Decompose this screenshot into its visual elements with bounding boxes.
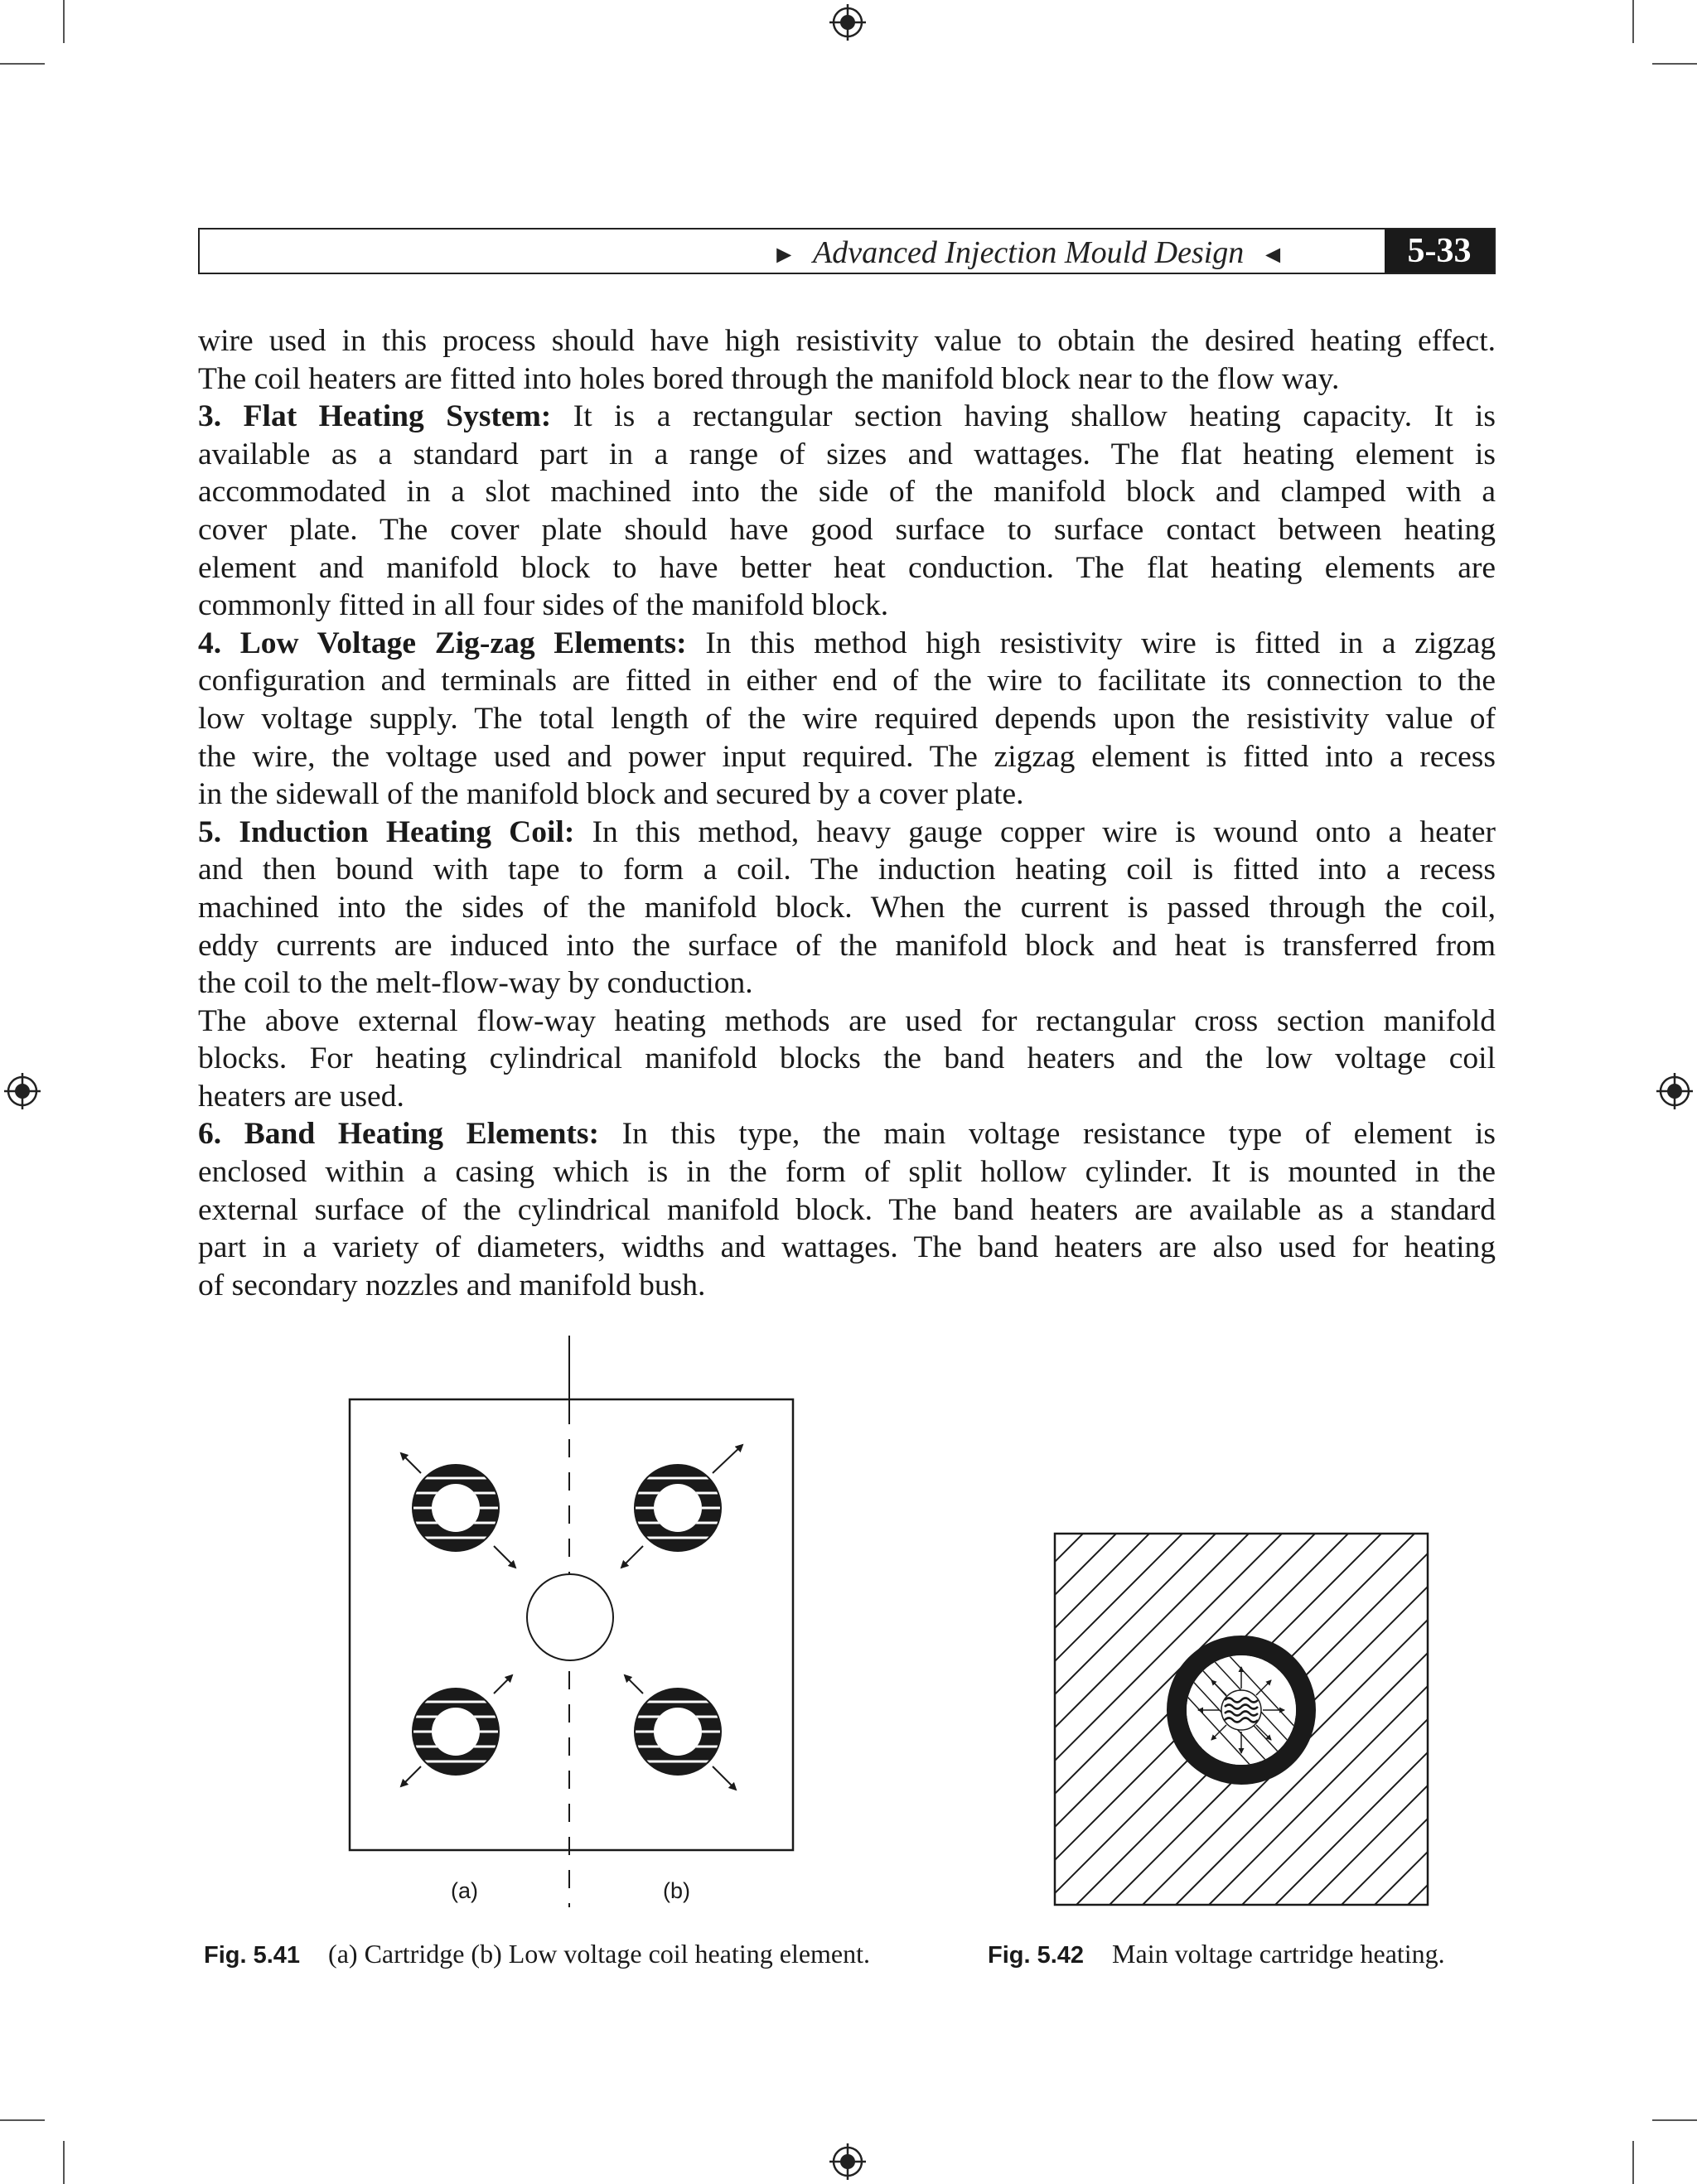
text-line: and then bound with tape to form a coil. The induction heating coil is fitted into a recess	[198, 853, 1496, 887]
figure-5-41-caption	[204, 1935, 870, 1972]
text-line: element and manifold block to have better heat conduction. The flat heating elements are	[198, 550, 1496, 585]
text-line: accommodated in a slot machined into the side of the manifold block and clamped with a	[198, 475, 1496, 510]
figure-number: Fig. 5.42	[988, 1942, 1085, 1969]
figure-number: Fig. 5.41	[204, 1942, 301, 1969]
caption-text: Main voltage cartridge heating.	[1112, 1939, 1445, 1969]
text-line: part in a variety of diameters, widths and wattages. The band heaters are also used for heating	[198, 1230, 1496, 1265]
crop-mark	[1632, 2141, 1634, 2184]
text-line: blocks. For heating cylindrical manifold blocks the band heaters and the low voltage coil	[198, 1041, 1496, 1076]
section-heading: 5. Induction Heating Coil:	[198, 814, 575, 849]
crop-mark	[63, 2141, 65, 2184]
figure-5-41-diagram	[331, 1336, 812, 1907]
text-line: configuration and terminals are fitted in either end of the wire to facilitate its connection to the	[198, 664, 1496, 698]
text-line: the wire, the voltage used and power input required. The zigzag element is fitted into a recess	[198, 739, 1496, 774]
header-title-text: Advanced Injection Mould Design	[813, 235, 1245, 270]
running-header	[198, 228, 1496, 274]
text-line: of secondary nozzles and manifold bush.	[198, 1268, 706, 1302]
text-line: machined into the sides of the manifold block. When the current is passed through the coil,	[198, 890, 1496, 925]
body-text	[198, 322, 1496, 1304]
triangle-left-icon: ◄	[1260, 241, 1285, 268]
section-heading: 3. Flat Heating System:	[198, 399, 552, 434]
text-line: enclosed within a casing which is in the form of split hollow cylinder. It is mounted in the	[198, 1155, 1496, 1190]
crop-mark	[0, 2119, 45, 2121]
text-line: eddy currents are induced into the surface of the manifold block and heat is transferred from	[198, 928, 1496, 963]
crop-mark	[1652, 2119, 1697, 2121]
text-line: available as a standard part in a range of sizes and wattages. The flat heating element is	[198, 437, 1496, 471]
figure-label-b: (b)	[663, 1878, 690, 1903]
caption-text: (a) Cartridge (b) Low voltage coil heating element.	[328, 1939, 871, 1969]
section-heading: 6. Band Heating Elements:	[198, 1117, 599, 1152]
text-line: The coil heaters are fitted into holes bored through the manifold block near to the flow way.	[198, 361, 1340, 396]
text-line: 5. Induction Heating Coil: In this method, heavy gauge copper wire is wound onto a heater	[198, 814, 1496, 849]
crop-mark	[1652, 63, 1697, 65]
text-line: 6. Band Heating Elements: In this type, the main voltage resistance type of element is	[198, 1117, 1496, 1152]
crop-mark	[1632, 0, 1634, 43]
text-line: 4. Low Voltage Zig-zag Elements: In this method high resistivity wire is fitted in a zigzag	[198, 626, 1496, 660]
registration-mark-icon	[1656, 1073, 1693, 1109]
figure-5-42-diagram	[1052, 1531, 1432, 1907]
figure-5-42-caption	[988, 1935, 1445, 1972]
text-line: heaters are used.	[198, 1079, 404, 1114]
header-title	[755, 233, 1302, 273]
text-line: wire used in this process should have high resistivity value to obtain the desired heating effect.	[198, 324, 1496, 358]
text-line: the coil to the melt-flow-way by conduction.	[198, 966, 753, 1001]
page-number: 5-33	[1385, 230, 1494, 273]
registration-mark-icon	[829, 2143, 866, 2180]
text-line: low voltage supply. The total length of the wire required depends upon the resistivity value of	[198, 701, 1496, 736]
figure-label-a: (a)	[451, 1878, 478, 1903]
section-heading: 4. Low Voltage Zig-zag Elements:	[198, 626, 687, 660]
registration-mark-icon	[829, 4, 866, 41]
registration-mark-icon	[4, 1073, 41, 1109]
text-line: 3. Flat Heating System: It is a rectangular section having shallow heating capacity. It is	[198, 399, 1496, 434]
text-line: in the sidewall of the manifold block and secured by a cover plate.	[198, 777, 1024, 812]
text-line: commonly fitted in all four sides of the manifold block.	[198, 588, 889, 623]
text-line: The above external flow-way heating methods are used for rectangular cross section manifold	[198, 1003, 1496, 1038]
text-line: cover plate. The cover plate should have good surface to surface contact between heating	[198, 512, 1496, 547]
crop-mark	[0, 63, 45, 65]
triangle-right-icon: ►	[771, 241, 797, 268]
crop-mark	[63, 0, 65, 43]
text-line: external surface of the cylindrical manifold block. The band heaters are available as a standard	[198, 1192, 1496, 1227]
